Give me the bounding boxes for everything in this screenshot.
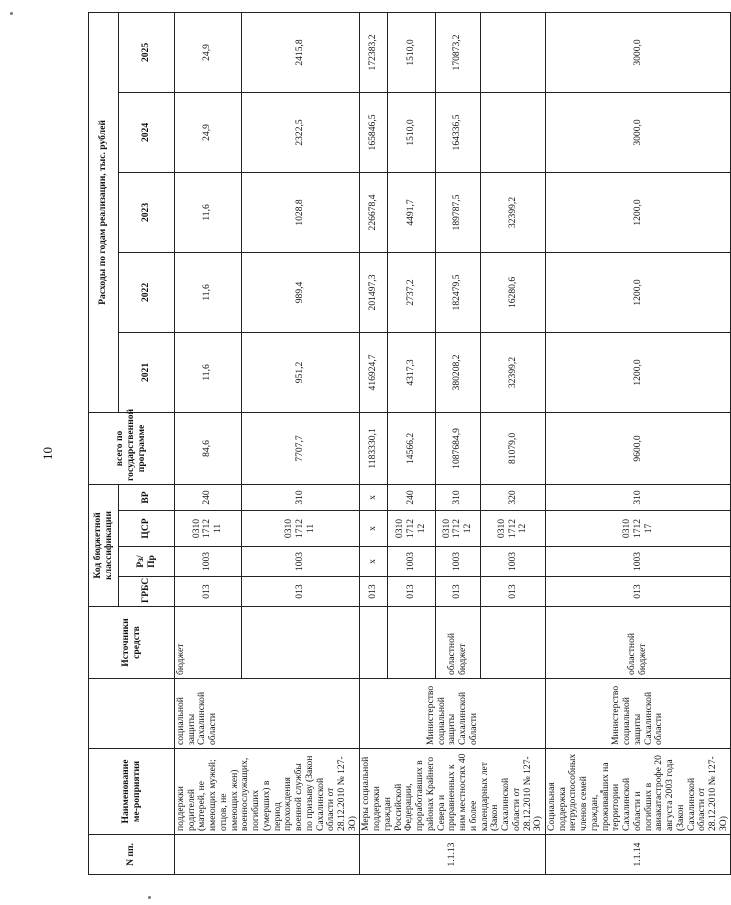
cell-grbs: 013 xyxy=(175,577,242,607)
row-source xyxy=(480,607,545,679)
row-source xyxy=(388,607,436,679)
cell-rzpr: x xyxy=(360,547,388,577)
header-year-2024: 2024 xyxy=(119,92,175,172)
scan-speck xyxy=(148,896,151,899)
row-name: Меры социальной поддержки граждан Российской Федерации, проработавших в районах Крайнего Севера и приравненных к ним местностях 40 и более календарных лет (Закон Сахалинской области от 28.12.2010 № 127-ЗО) xyxy=(360,749,545,835)
cell-rzpr: 1003 xyxy=(175,547,242,577)
cell-csr: x xyxy=(360,511,388,547)
row-name: поддержки родителей (матерей, не имеющих мужей; отцов, не имеющих жен) военнослужащих, погибших (умерших) в период прохождения военной службы по призыву (Закон Сахалинской области от 28.12.2010 № 127-ЗО) xyxy=(175,749,360,835)
cell-2023: 1028,8 xyxy=(241,172,360,252)
header-name: Наименование ме-роприятия xyxy=(89,749,175,835)
cell-grbs: 013 xyxy=(435,577,480,607)
header-year-2023: 2023 xyxy=(119,172,175,252)
cell-2022: 989,4 xyxy=(241,252,360,332)
cell-grbs: 013 xyxy=(545,577,730,607)
cell-2022: 11,6 xyxy=(175,252,242,332)
cell-2021: 1200,0 xyxy=(545,332,730,412)
row-source: областной бюджет xyxy=(545,607,730,679)
header-rzpr: Рз/ Пр xyxy=(119,547,175,577)
cell-total: 1183330,1 xyxy=(360,412,388,484)
header-total: всего по государственной программе xyxy=(89,412,175,484)
cell-vr: 240 xyxy=(388,484,436,510)
header-year-2021: 2021 xyxy=(119,332,175,412)
cell-2022: 16280,6 xyxy=(480,252,545,332)
cell-2022: 1200,0 xyxy=(545,252,730,332)
cell-2025: 24,9 xyxy=(175,12,242,92)
cell-rzpr: 1003 xyxy=(435,547,480,577)
cell-2024: 2322,5 xyxy=(241,92,360,172)
row-num xyxy=(175,835,360,875)
cell-2025 xyxy=(480,12,545,92)
row-executor: социальной защиты Сахалинской области xyxy=(175,679,360,749)
cell-vr: x xyxy=(360,484,388,510)
cell-rzpr: 1003 xyxy=(241,547,360,577)
cell-2025: 172383,2 xyxy=(360,12,388,92)
cell-total: 9600,0 xyxy=(545,412,730,484)
cell-2021: 32399,2 xyxy=(480,332,545,412)
row-source xyxy=(241,607,360,679)
cell-csr: 0310 1712 12 xyxy=(480,511,545,547)
cell-2024: 3000,0 xyxy=(545,92,730,172)
row-num: 1.1.14 xyxy=(545,835,730,875)
cell-rzpr: 1003 xyxy=(388,547,436,577)
row-num: 1.1.13 xyxy=(360,835,545,875)
row-executor: Министерство социальной защиты Сахалинской области xyxy=(545,679,730,749)
table-row xyxy=(545,12,730,874)
cell-2024: 164336,5 xyxy=(435,92,480,172)
header-year-2022: 2022 xyxy=(119,252,175,332)
cell-total: 81079,0 xyxy=(480,412,545,484)
cell-2023: 1200,0 xyxy=(545,172,730,252)
scan-speck xyxy=(10,12,13,15)
cell-2025: 170873,2 xyxy=(435,12,480,92)
header-row-1 xyxy=(89,12,119,874)
table-row xyxy=(360,12,388,874)
cell-2025: 2415,8 xyxy=(241,12,360,92)
cell-2022: 182479,5 xyxy=(435,252,480,332)
row-source: областной бюджет xyxy=(435,607,480,679)
cell-vr: 320 xyxy=(480,484,545,510)
row-source xyxy=(360,607,388,679)
header-year-2025: 2025 xyxy=(119,12,175,92)
header-years-group: Расходы по годам реализации, тыс. рублей xyxy=(89,12,119,412)
cell-2024: 165846,5 xyxy=(360,92,388,172)
row-name: Социальная поддержка нетрудоспособных членов семей граждан, проживавших на территории Сахалинской области и погибших в авиакатастрофе 20 августа 2003 года (Закон Сахалинской области от 28.12.2010 № 127-ЗО) xyxy=(545,749,730,835)
header-num: N пп. xyxy=(89,835,175,875)
cell-vr: 310 xyxy=(435,484,480,510)
cell-vr: 310 xyxy=(545,484,730,510)
header-budget-code: Код бюджетной классификации xyxy=(89,484,119,606)
cell-2023: 4491,7 xyxy=(388,172,436,252)
page-number: 10 xyxy=(40,447,55,460)
cell-vr: 240 xyxy=(175,484,242,510)
cell-2021: 416924,7 xyxy=(360,332,388,412)
cell-2021: 4317,3 xyxy=(388,332,436,412)
cell-total: 84,6 xyxy=(175,412,242,484)
cell-csr: 0310 1712 11 xyxy=(241,511,360,547)
header-executor xyxy=(89,679,175,749)
budget-table-rotated xyxy=(88,13,729,875)
row-executor: Министерство социальной защиты Сахалинской области xyxy=(360,679,545,749)
cell-grbs: 013 xyxy=(241,577,360,607)
cell-csr: 0310 1712 12 xyxy=(388,511,436,547)
header-grbs: ГРБС xyxy=(119,577,175,607)
cell-grbs: 013 xyxy=(480,577,545,607)
cell-2024: 1510,0 xyxy=(388,92,436,172)
header-csr: ЦСР xyxy=(119,511,175,547)
budget-table xyxy=(88,12,731,875)
cell-grbs: 013 xyxy=(360,577,388,607)
row-source: бюджет xyxy=(175,607,242,679)
cell-2021: 11,6 xyxy=(175,332,242,412)
cell-rzpr: 1003 xyxy=(545,547,730,577)
cell-2024 xyxy=(480,92,545,172)
cell-csr: 0310 1712 17 xyxy=(545,511,730,547)
cell-grbs: 013 xyxy=(388,577,436,607)
cell-2023: 226678,4 xyxy=(360,172,388,252)
cell-rzpr: 1003 xyxy=(480,547,545,577)
cell-2023: 189787,5 xyxy=(435,172,480,252)
cell-total: 1087684,9 xyxy=(435,412,480,484)
cell-total: 7707,7 xyxy=(241,412,360,484)
cell-2021: 951,2 xyxy=(241,332,360,412)
header-vr: ВР xyxy=(119,484,175,510)
cell-2022: 201497,3 xyxy=(360,252,388,332)
cell-csr: 0310 1712 11 xyxy=(175,511,242,547)
cell-2025: 1510,0 xyxy=(388,12,436,92)
cell-csr: 0310 1712 12 xyxy=(435,511,480,547)
cell-2022: 2737,2 xyxy=(388,252,436,332)
cell-total: 14566,2 xyxy=(388,412,436,484)
cell-2021: 380208,2 xyxy=(435,332,480,412)
cell-2023: 32399,2 xyxy=(480,172,545,252)
header-source: Источники средств xyxy=(89,607,175,679)
table-row xyxy=(175,12,242,874)
cell-2023: 11,6 xyxy=(175,172,242,252)
cell-vr: 310 xyxy=(241,484,360,510)
cell-2025: 3000,0 xyxy=(545,12,730,92)
cell-2024: 24,9 xyxy=(175,92,242,172)
